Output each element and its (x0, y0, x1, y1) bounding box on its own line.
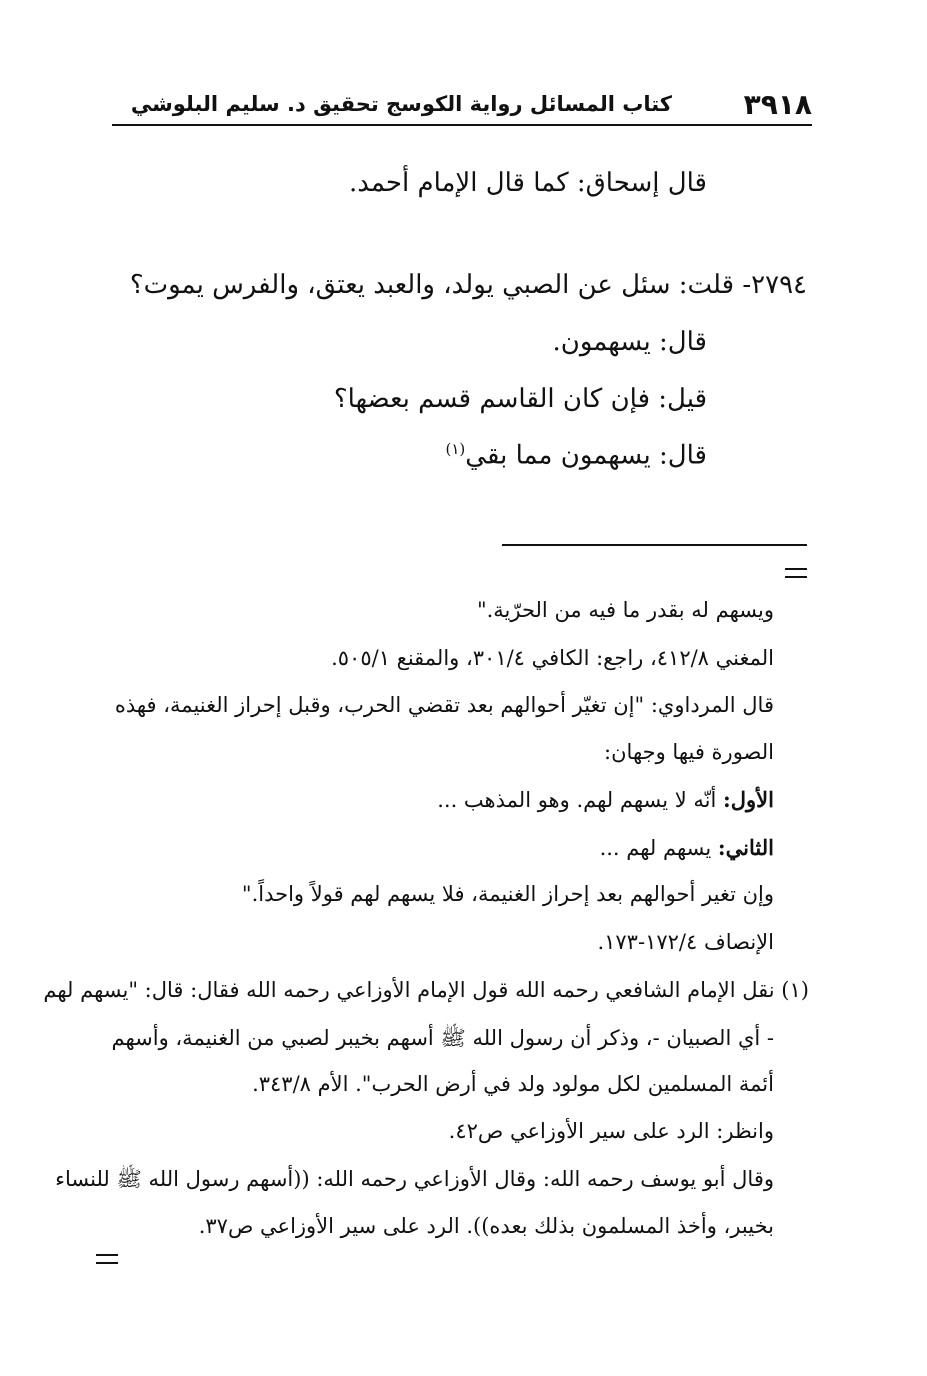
footnote-line-6 (600, 835, 774, 860)
main-line-4: قيل: فإن كان القاسم قسم بعضها؟ (333, 384, 707, 414)
footnote-line-1: ويسهم له بقدر ما فيه من الحرّية." (476, 598, 774, 622)
running-title: كتاب المسائل رواية الكوسج تحقيق د. سليم البلوشي (130, 92, 672, 116)
main-line-1: قال إسحاق: كما قال الإمام أحمد. (348, 168, 707, 198)
footnote-line-2: المغني ٤١٢/٨، راجع: الكافي ٣٠١/٤، والمقنع ٥٠٥/١. (331, 646, 774, 670)
footnote-line-9: (١) نقل الإمام الشافعي رحمه الله قول الإمام الأوزاعي رحمه الله فقال: قال: "يسهم لهم (43, 978, 809, 1002)
question-line (130, 270, 807, 300)
footnote-line-4: الصورة فيها وجهان: (604, 740, 774, 764)
main-line-5-text: قال: يسهمون مما بقي (465, 440, 707, 471)
footnote-label-first: الأول: (723, 787, 774, 812)
footnote-line-12: وانظر: الرد على سير الأوزاعي ص٤٢. (448, 1119, 774, 1143)
page-header (112, 84, 812, 126)
footnote-line-5-text: أنّه لا يسهم لهم. وهو المذهب ... (437, 788, 724, 812)
footnote-line-14: بخيبر، وأخذ المسلمون بذلك بعده)). الرد على سير الأوزاعي ص٣٧. (198, 1214, 774, 1238)
question-text: - قلت: سئل عن الصبي يولد، والعبد يعتق، والفرس يموت؟ (129, 270, 752, 300)
main-line-5 (446, 440, 708, 471)
footnote-label-second: الثاني: (717, 835, 774, 860)
footnote-line-10: - أي الصبيان -، وذكر أن رسول الله ﷺ أسهم بخيبر لصبي من الغنيمة، وأسهم (111, 1026, 774, 1050)
footnote-line-3: قال المرداوي: "إن تغيّر أحوالهم بعد تقضي الحرب، وقبل إحراز الغنيمة، فهذه (114, 693, 774, 717)
footnote-line-6-text: يسهم لهم ... (599, 836, 718, 860)
footnote-line-5 (437, 787, 774, 812)
footnote-line-8: الإنصاف ١٧٢/٤-١٧٣. (597, 930, 774, 954)
main-line-3: قال: يسهمون. (552, 327, 707, 357)
footnote-ref: (١) (445, 440, 466, 458)
page-number: ٣٩١٨ (743, 88, 812, 121)
footnote-line-13: وقال أبو يوسف رحمه الله: وقال الأوزاعي رحمه الله: ((أسهم رسول الله ﷺ للنساء (55, 1167, 774, 1191)
question-number: ٢٧٩٤ (751, 270, 807, 300)
continuation-mark-bottom (96, 1254, 118, 1264)
footnote-line-7: وإن تغير أحوالهم بعد إحراز الغنيمة، فلا يسهم لهم قولاً واحداً." (241, 882, 774, 906)
footnote-separator (502, 544, 807, 546)
continuation-mark-top (785, 568, 807, 578)
footnote-line-11: أئمة المسلمين لكل مولود ولد في أرض الحرب". الأم ٣٤٣/٨. (252, 1072, 774, 1096)
